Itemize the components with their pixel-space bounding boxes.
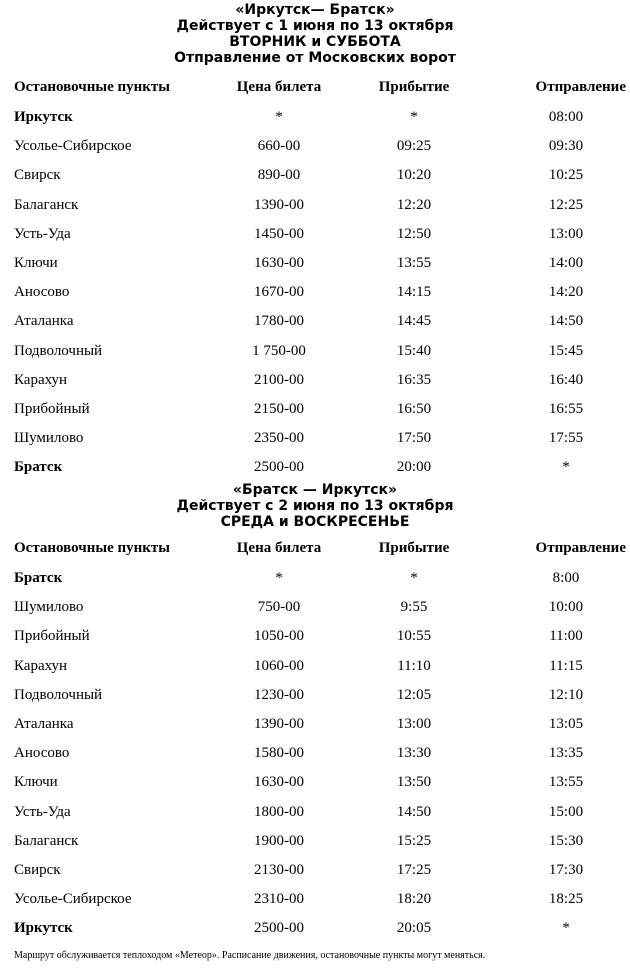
arrival-time: 09:25	[396, 138, 432, 155]
departure-time	[474, 798, 626, 827]
departure-time	[474, 739, 626, 768]
departure-time-value: 15:30	[548, 832, 584, 849]
table-row	[14, 710, 626, 739]
arrival-time: 14:50	[396, 803, 432, 820]
departure-time	[474, 914, 626, 943]
column-header-price: Цена билета	[236, 79, 322, 95]
column-header-stops: Остановочные пункты	[14, 79, 170, 95]
arrival-time: 12:05	[396, 686, 432, 703]
departure-time-value: 10:25	[548, 167, 584, 184]
table-row	[14, 278, 626, 307]
ticket-price: 1630-00	[254, 255, 304, 272]
departure-time-value: 18:25	[548, 891, 584, 908]
route1-validity: Действует с 1 июня по 13 октября	[176, 18, 454, 34]
ticket-price: *	[275, 570, 283, 587]
route1-departure-note: Отправление от Московских ворот	[174, 50, 456, 66]
departure-time-value: 13:05	[548, 716, 584, 733]
column-header-departure: Отправление	[535, 79, 626, 95]
route2-header	[0, 482, 630, 530]
departure-time	[474, 307, 626, 336]
stop-name: Карахун	[14, 657, 68, 674]
departure-time-value: 08:00	[548, 109, 584, 126]
departure-time	[474, 161, 626, 190]
arrival-time: 14:15	[396, 284, 432, 301]
stop-name: Усть-Уда	[14, 803, 71, 820]
table-row	[14, 681, 626, 710]
departure-time-value: 16:55	[548, 400, 584, 417]
route1-header	[0, 2, 630, 66]
departure-time-value: 8:00	[552, 570, 580, 587]
departure-time-value: 17:30	[548, 861, 584, 878]
stop-name: Шумилово	[14, 599, 84, 616]
departure-time-value: 11:15	[549, 657, 583, 674]
stop-name: Иркутск	[14, 920, 73, 937]
departure-time-value: 12:10	[548, 686, 584, 703]
ticket-price: 1050-00	[254, 628, 304, 645]
ticket-price: 2500-00	[254, 920, 304, 937]
stop-name: Ключи	[14, 255, 58, 272]
arrival-time: 14:45	[396, 313, 432, 330]
table-row	[14, 593, 626, 622]
departure-time-value: 09:30	[548, 138, 584, 155]
table-header-row	[14, 72, 626, 103]
arrival-time: 18:20	[396, 891, 432, 908]
departure-time	[474, 337, 626, 366]
arrival-time: *	[410, 109, 418, 126]
departure-time-value: 13:55	[548, 774, 584, 791]
ticket-price: 1800-00	[254, 803, 304, 820]
route2-schedule-table	[14, 533, 626, 943]
table-row	[14, 191, 626, 220]
table-row	[14, 768, 626, 797]
stop-name: Усть-Уда	[14, 225, 71, 242]
footer-note: Маршрут обслуживается теплоходом «Метеор». Расписание движения, остановочные пункты могут меняться.	[14, 950, 486, 961]
table-header-row	[14, 533, 626, 564]
departure-time	[474, 681, 626, 710]
ticket-price: 1390-00	[254, 716, 304, 733]
departure-time-value: 16:40	[548, 371, 584, 388]
stop-name: Иркутск	[14, 109, 73, 126]
table-row	[14, 161, 626, 190]
table-row	[14, 885, 626, 914]
table-row	[14, 739, 626, 768]
route1-days: ВТОРНИК и СУББОТА	[229, 34, 401, 50]
departure-time-value: 13:35	[548, 745, 584, 762]
stop-name: Аталанка	[14, 313, 74, 330]
column-header-stops: Остановочные пункты	[14, 540, 170, 556]
departure-time-value: 12:25	[548, 196, 584, 213]
departure-time	[474, 856, 626, 885]
ticket-price: 1670-00	[254, 284, 304, 301]
arrival-time: 12:50	[396, 225, 432, 242]
departure-time-value: 10:00	[548, 599, 584, 616]
departure-time	[474, 768, 626, 797]
table-row	[14, 220, 626, 249]
arrival-time: 17:50	[396, 430, 432, 447]
stop-name: Усолье-Сибирское	[14, 891, 132, 908]
stop-name: Аносово	[14, 745, 70, 762]
table-row	[14, 564, 626, 593]
arrival-time: 20:00	[396, 459, 432, 476]
ticket-price: 1060-00	[254, 657, 304, 674]
ticket-price: 1580-00	[254, 745, 304, 762]
column-header-arrival: Прибытие	[378, 79, 450, 95]
departure-time	[474, 249, 626, 278]
ticket-price: *	[275, 109, 283, 126]
table-row	[14, 395, 626, 424]
stop-name: Подволочный	[14, 686, 103, 703]
stop-name: Карахун	[14, 371, 68, 388]
arrival-time: 13:55	[396, 255, 432, 272]
stop-name: Ключи	[14, 774, 58, 791]
departure-time-value: 14:00	[548, 255, 584, 272]
stop-name: Свирск	[14, 167, 61, 184]
departure-time	[474, 132, 626, 161]
stop-name: Братск	[14, 459, 63, 476]
table-row	[14, 249, 626, 278]
table-row	[14, 652, 626, 681]
departure-time	[474, 593, 626, 622]
column-header-arrival: Прибытие	[378, 540, 450, 556]
stop-name: Прибойный	[14, 628, 90, 645]
table-row	[14, 307, 626, 336]
departure-time-value: *	[562, 459, 570, 476]
stop-name: Шумилово	[14, 430, 84, 447]
stop-name: Балаганск	[14, 196, 79, 213]
ticket-price: 750-00	[257, 599, 301, 616]
column-header-departure: Отправление	[535, 540, 626, 556]
arrival-time: 15:25	[396, 832, 432, 849]
departure-time	[474, 453, 626, 482]
ticket-price: 2150-00	[254, 400, 304, 417]
route1-schedule-table	[14, 72, 626, 482]
arrival-time: 10:20	[396, 167, 432, 184]
departure-time	[474, 103, 626, 132]
arrival-time: 15:40	[396, 342, 432, 359]
ticket-price: 1390-00	[254, 196, 304, 213]
arrival-time: 12:20	[396, 196, 432, 213]
arrival-time: 11:10	[397, 657, 431, 674]
arrival-time: 17:25	[396, 861, 432, 878]
departure-time	[474, 564, 626, 593]
table-row	[14, 132, 626, 161]
ticket-price: 2100-00	[254, 371, 304, 388]
arrival-time: 16:35	[396, 371, 432, 388]
route2-days: СРЕДА и ВОСКРЕСЕНЬЕ	[220, 514, 410, 530]
departure-time-value: *	[562, 920, 570, 937]
arrival-time: 10:55	[396, 628, 432, 645]
ticket-price: 2350-00	[254, 430, 304, 447]
stop-name: Подволочный	[14, 342, 103, 359]
route2-title: «Братск — Иркутск»	[232, 482, 398, 498]
departure-time-value: 14:50	[548, 313, 584, 330]
route2-validity: Действует с 2 июня по 13 октября	[176, 498, 454, 514]
ticket-price: 2500-00	[254, 459, 304, 476]
stop-name: Прибойный	[14, 400, 90, 417]
departure-time	[474, 827, 626, 856]
departure-time	[474, 622, 626, 651]
departure-time	[474, 652, 626, 681]
departure-time	[474, 278, 626, 307]
table-row	[14, 827, 626, 856]
table-row	[14, 103, 626, 132]
stop-name: Аталанка	[14, 716, 74, 733]
departure-time-value: 13:00	[548, 225, 584, 242]
stop-name: Аносово	[14, 284, 70, 301]
ticket-price: 1630-00	[254, 774, 304, 791]
departure-time	[474, 395, 626, 424]
departure-time	[474, 424, 626, 453]
departure-time-value: 11:00	[549, 628, 583, 645]
table-row	[14, 798, 626, 827]
ticket-price: 660-00	[257, 138, 301, 155]
table-row	[14, 914, 626, 943]
departure-time	[474, 366, 626, 395]
departure-time	[474, 710, 626, 739]
ticket-price: 890-00	[257, 167, 301, 184]
arrival-time: *	[410, 570, 418, 587]
stop-name: Балаганск	[14, 832, 79, 849]
column-header-price: Цена билета	[236, 540, 322, 556]
arrival-time: 20:05	[396, 920, 432, 937]
departure-time-value: 17:55	[548, 430, 584, 447]
arrival-time: 13:50	[396, 774, 432, 791]
ticket-price: 1900-00	[254, 832, 304, 849]
table-row	[14, 622, 626, 651]
table-row	[14, 424, 626, 453]
arrival-time: 13:30	[396, 745, 432, 762]
departure-time	[474, 885, 626, 914]
ticket-price: 1230-00	[254, 686, 304, 703]
arrival-time: 13:00	[396, 716, 432, 733]
table-row	[14, 366, 626, 395]
table-row	[14, 453, 626, 482]
departure-time	[474, 220, 626, 249]
arrival-time: 9:55	[400, 599, 428, 616]
stop-name: Братск	[14, 570, 63, 587]
ticket-price: 2310-00	[254, 891, 304, 908]
table-row	[14, 856, 626, 885]
stop-name: Свирск	[14, 861, 61, 878]
departure-time-value: 14:20	[548, 284, 584, 301]
ticket-price: 1 750-00	[252, 342, 306, 359]
departure-time-value: 15:45	[548, 342, 584, 359]
stop-name: Усолье-Сибирское	[14, 138, 132, 155]
arrival-time: 16:50	[396, 400, 432, 417]
route1-title: «Иркутск— Братск»	[235, 2, 395, 18]
ticket-price: 1780-00	[254, 313, 304, 330]
departure-time	[474, 191, 626, 220]
departure-time-value: 15:00	[548, 803, 584, 820]
ticket-price: 2130-00	[254, 861, 304, 878]
ticket-price: 1450-00	[254, 225, 304, 242]
table-row	[14, 337, 626, 366]
